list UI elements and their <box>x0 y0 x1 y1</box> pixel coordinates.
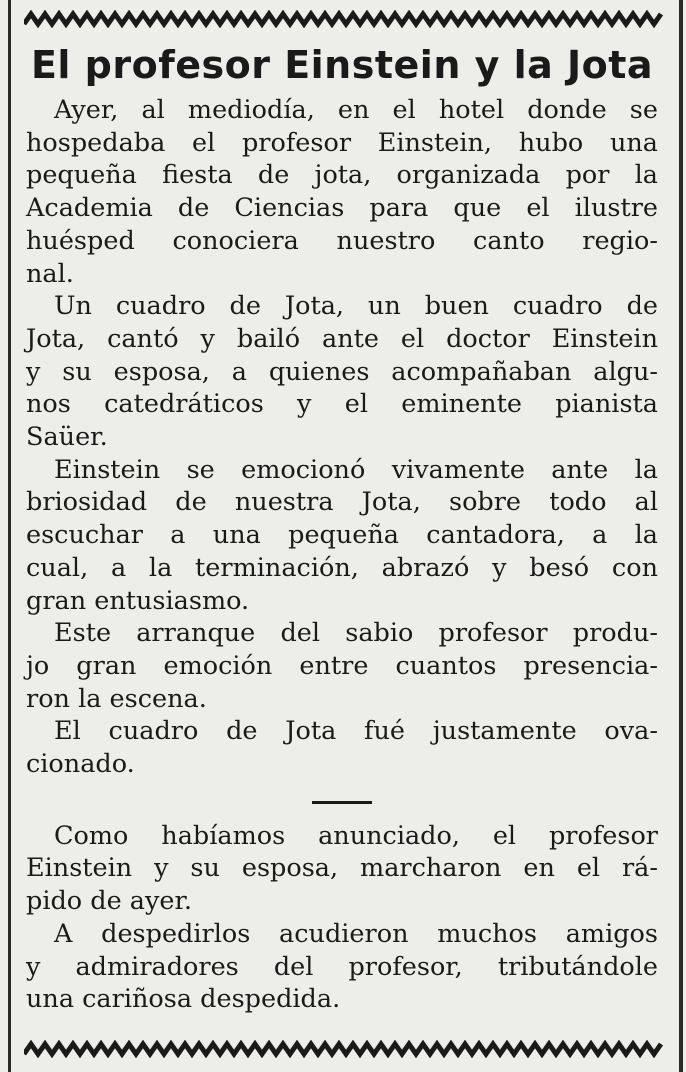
paragraph <box>26 918 658 1016</box>
text-line: y su esposa, a quienes acompañaban algu- <box>26 356 658 387</box>
paragraph <box>26 94 658 290</box>
text-line: jo gran emoción entre cuantos presencia- <box>26 650 658 681</box>
paragraph <box>26 820 658 918</box>
text-line: escuchar a una pequeña cantadora, a la <box>26 520 658 551</box>
text-line: El cuadro de Jota fué justamente ova- <box>54 716 658 747</box>
text-line: Saüer. <box>26 422 108 453</box>
text-line: pido de ayer. <box>26 886 192 917</box>
text-line: una cariñosa despedida. <box>26 984 341 1015</box>
paragraph <box>26 617 658 715</box>
text-line: briosidad de nuestra Jota, sobre todo al <box>26 487 658 518</box>
left-column-rule <box>8 0 11 1072</box>
text-line: Einstein y su esposa, marcharon en el rá- <box>26 853 658 884</box>
text-line: cual, a la terminación, abrazó y besó con <box>26 552 658 583</box>
article-headline: El profesor Einstein y la Jota <box>30 43 654 87</box>
top-zigzag-border <box>24 10 664 28</box>
text-line: Einstein se emocionó vivamente ante la <box>54 454 658 485</box>
paragraph <box>26 290 658 454</box>
text-line: A despedirlos acudieron muchos amigos <box>54 918 658 949</box>
text-line: Ayer, al mediodía, en el hotel donde se <box>54 95 658 125</box>
section-separator <box>312 801 372 804</box>
text-line: nal. <box>26 258 74 289</box>
article <box>26 40 658 1016</box>
text-line: Un cuadro de Jota, un buen cuadro de <box>54 291 658 322</box>
right-column-rule <box>679 0 683 1072</box>
text-line: y admiradores del profesor, tributándole <box>26 951 658 982</box>
text-line: Academia de Ciencias para que el ilustre <box>26 193 658 224</box>
text-line: cionado. <box>26 749 135 780</box>
paragraph <box>26 454 658 618</box>
text-line: Este arranque del sabio profesor produ- <box>54 618 658 649</box>
text-line: huésped conociera nuestro canto regio- <box>26 225 658 256</box>
text-line: Jota, cantó y bailó ante el doctor Einstein <box>26 323 658 354</box>
bottom-zigzag-border <box>24 1040 664 1058</box>
article-body <box>26 94 658 1016</box>
text-line: ron la escena. <box>26 683 207 714</box>
text-line: nos catedráticos y el eminente pianista <box>26 389 658 420</box>
text-line: Como habíamos anunciado, el profesor <box>54 820 658 851</box>
text-line: gran entusiasmo. <box>26 585 250 616</box>
text-line: hospedaba el profesor Einstein, hubo una <box>26 127 658 158</box>
text-line: pequeña fiesta de jota, organizada por la <box>26 160 658 191</box>
paragraph <box>26 715 658 780</box>
